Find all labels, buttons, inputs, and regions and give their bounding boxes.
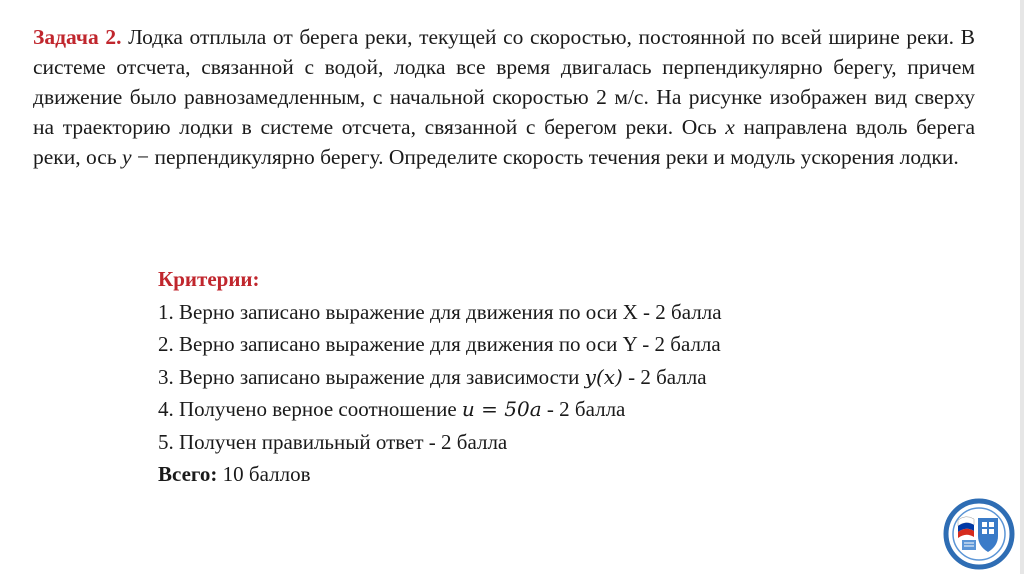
criterion-4-formula: 𝑢 = 50𝑎: [461, 397, 542, 421]
task-text-part2: направлена вдоль берега реки, ось: [33, 115, 975, 169]
criteria-total: [158, 458, 918, 491]
criteria-block: [158, 263, 918, 491]
criterion-5: 5. Получен правильный ответ - 2 балла: [158, 429, 508, 454]
task-text-part3: − перпендикулярно берегу. Определите скорость течения реки и модуль ускорения лодки.: [131, 145, 959, 169]
task-text-part1: Лодка отплыла от берега реки, текущей со скоростью, постоянной по всей ширине реки. В системе отсчета, связанной с водой, лодка все время двигалась перпендикулярно берегу, причем движение было равнозамедленным, с начальной скоростью 2 м/с. На рисунке изображен вид сверху на траекторию лодки в системе отсчета, связанной с берегом реки. Ось: [33, 25, 975, 139]
criterion-3-formula: 𝑦(𝑥): [584, 364, 623, 389]
axis-x-variable: x: [725, 115, 735, 139]
criterion-4-suffix: - 2 балла: [541, 397, 626, 421]
total-label: Всего:: [158, 462, 218, 486]
axis-y-variable: y: [122, 145, 132, 169]
criteria-title: Критерии:: [158, 267, 260, 291]
criterion-1: 1. Верно записано выражение для движения по оси X - 2 балла: [158, 299, 722, 324]
task-label: Задача 2.: [33, 25, 122, 49]
criterion-3: [158, 361, 918, 394]
total-value: 10 баллов: [217, 462, 311, 486]
olympiad-emblem-icon: [942, 498, 1016, 570]
criterion-3-suffix: - 2 балла: [622, 364, 707, 389]
criterion-2: 2. Верно записано выражение для движения по оси Y - 2 балла: [158, 332, 721, 356]
criterion-3-prefix: 3. Верно записано выражение для зависимости: [158, 364, 585, 389]
task-statement: [33, 22, 975, 172]
criterion-4: [158, 393, 918, 426]
criterion-4-prefix: 4. Получено верное соотношение: [158, 397, 462, 421]
slide-edge: [1020, 0, 1024, 574]
